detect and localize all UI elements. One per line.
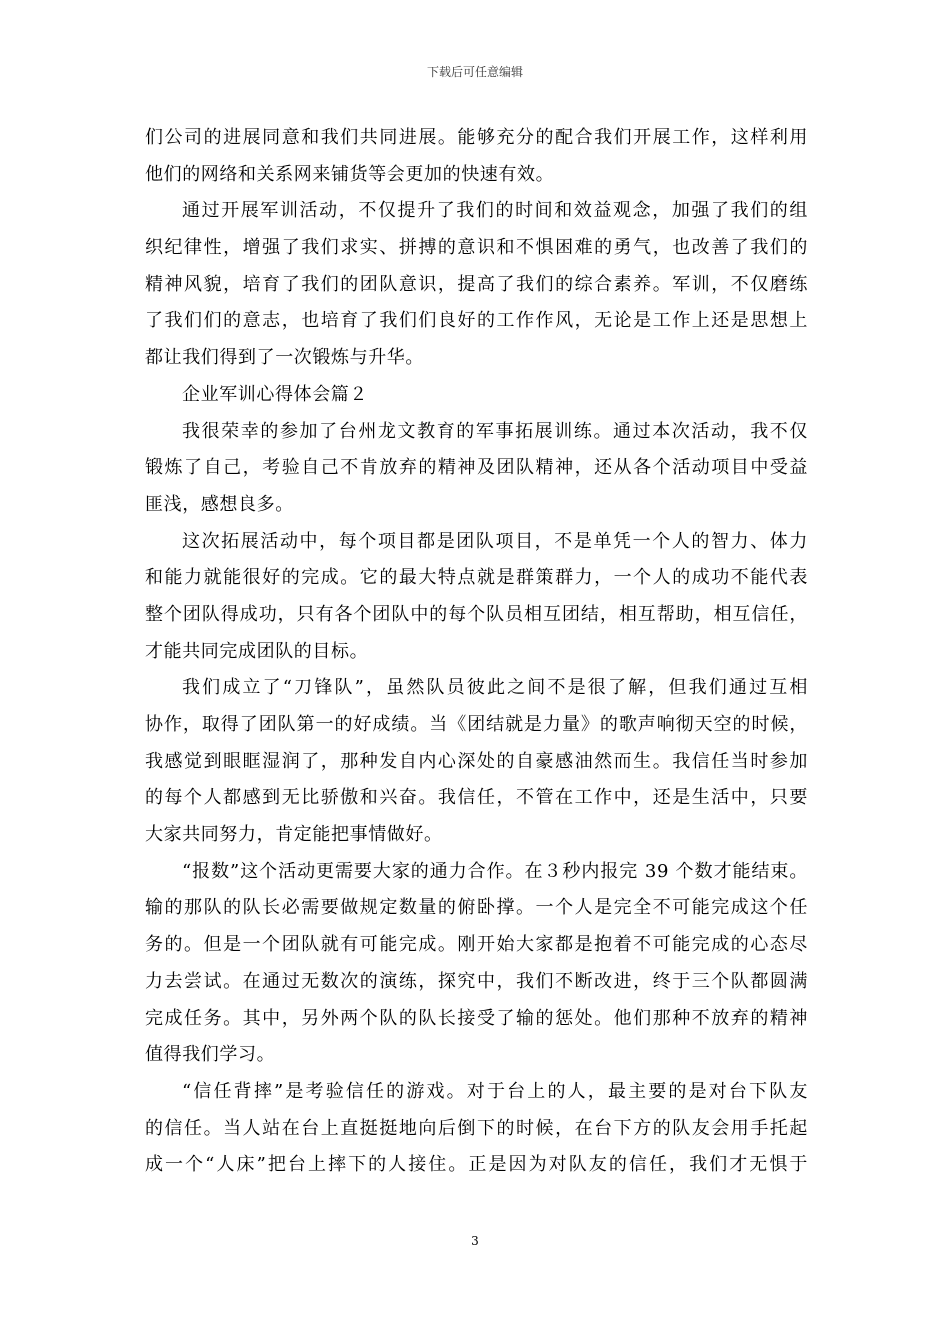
body-line: 锻炼了自己，考验自己不肯放弃的精神及团队精神，还从各个活动项目中受益 [145, 457, 808, 479]
body-line: 这次拓展活动中，每个项目都是团队项目，不是单凭一个人的智力、体力 [182, 530, 808, 552]
body-line: 通过开展军训活动，不仅提升了我们的时间和效益观念，加强了我们的组 [182, 200, 808, 222]
body-line: 协作，取得了团队第一的好成绩。当《团结就是力量》的歌声响彻天空的时候， [145, 714, 808, 735]
body-line: 们公司的进展同意和我们共同进展。能够充分的配合我们开展工作，这样利用 [145, 127, 808, 148]
body-line: 我感觉到眼眶湿润了，那种发自内心深处的自豪感油然而生。我信任当时参加 [145, 750, 808, 772]
body-line: 才能共同完成团队的目标。 [145, 640, 369, 662]
body-line: 成一个“人床”把台上摔下的人接住。正是因为对队友的信任，我们才无惧于 [145, 1154, 808, 1176]
section-heading: 企业军训心得体会篇２ [182, 383, 368, 405]
body-line: 务的。但是一个团队就有可能完成。刚开始大家都是抱着不可能完成的心态尽 [145, 934, 808, 956]
body-line: “信任背摔”是考验信任的游戏。对于台上的人，最主要的是对台下队友 [182, 1080, 808, 1102]
body-line: 整个团队得成功，只有各个团队中的每个队员相互团结，相互帮助，相互信任， [145, 603, 808, 625]
body-line: 力去尝试。在通过无数次的演练，探究中，我们不断改进，终于三个队都圆满 [145, 970, 808, 992]
body-line: 匪浅，感想良多。 [145, 493, 294, 515]
page-number: 3 [471, 1234, 479, 1248]
body-line: 我很荣幸的参加了台州龙文教育的军事拓展训练。通过本次活动，我不仅 [182, 420, 808, 442]
body-line: 精神风貌，培育了我们的团队意识，提高了我们的综合素养。军训，不仅磨练 [145, 273, 808, 295]
body-line: 的每个人都感到无比骄傲和兴奋。我信任，不管在工作中，还是生活中，只要 [145, 787, 808, 809]
body-line: 我们成立了“刀锋队”，虽然队员彼此之间不是很了解，但我们通过互相 [182, 677, 808, 699]
body-line: 和能力就能很好的完成。它的最大特点就是群策群力，一个人的成功不能代表 [145, 567, 808, 589]
body-line: 完成任务。其中，另外两个队的队长接受了输的惩处。他们那种不放弃的精神 [145, 1007, 808, 1029]
body-line: 了我们们的意志，也培育了我们们良好的工作作风，无论是工作上还是思想上 [145, 310, 808, 332]
body-line: “报数”这个活动更需要大家的通力合作。在３秒内报完 39 个数才能结束。 [182, 860, 808, 882]
body-line: 大家共同努力，肯定能把事情做好。 [145, 824, 443, 846]
body-line: 的信任。当人站在台上直挺挺地向后倒下的时候，在台下方的队友会用手托起 [145, 1117, 808, 1139]
body-line: 输的那队的队长必需要做规定数量的俯卧撑。一个人是完全不可能完成这个任 [145, 897, 808, 919]
document-body [145, 120, 808, 1184]
body-line: 值得我们学习。 [145, 1044, 276, 1066]
page-header: 下载后可任意编辑 [426, 65, 523, 79]
body-line: 他们的网络和关系网来铺货等会更加的快速有效。 [145, 163, 555, 185]
body-line: 织纪律性，增强了我们求实、拼搏的意识和不惧困难的勇气，也改善了我们的 [145, 237, 808, 259]
body-line: 都让我们得到了一次锻炼与升华。 [145, 347, 424, 369]
